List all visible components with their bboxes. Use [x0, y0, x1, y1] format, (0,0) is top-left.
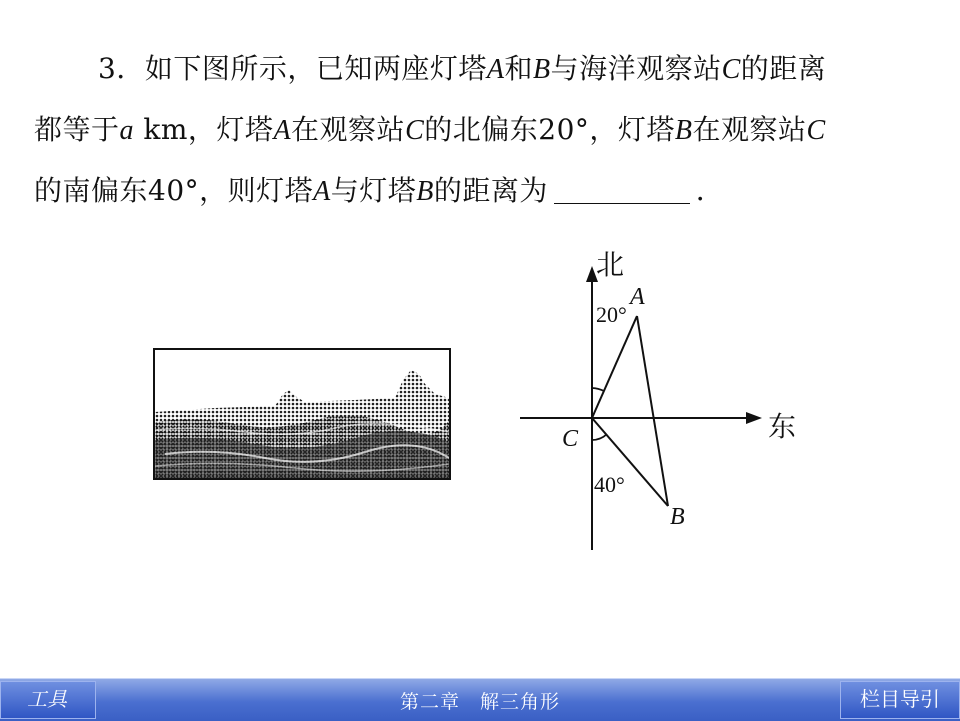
angle-40-label: 40°	[594, 472, 625, 497]
north-label: 北	[596, 250, 625, 281]
answer-blank[interactable]	[554, 173, 690, 204]
east-label: 东	[768, 412, 797, 443]
sea-image	[155, 350, 449, 478]
direction-diagram	[510, 240, 830, 560]
problem-line-1: 3．如下图所示，已知两座灯塔A和B与海洋观察站C的距离	[98, 52, 827, 85]
chapter-title: 第二章 解三角形	[399, 691, 560, 713]
problem-line-2: 都等于a km，灯塔A在观察站C的北偏东20°，灯塔B在观察站C	[34, 113, 826, 146]
point-b-label: B	[670, 504, 685, 530]
east-arrow-icon	[746, 412, 762, 424]
problem-line-3: 的南偏东40°，则灯塔A与灯塔B的距离为 ．	[34, 174, 725, 207]
triangle-figure	[510, 240, 830, 560]
footer-bar	[0, 678, 960, 721]
lighthouse-photo	[153, 348, 451, 480]
section-nav-button[interactable]: 栏目导引	[840, 681, 960, 719]
point-a-label: A	[630, 284, 645, 310]
angle-20-label: 20°	[596, 302, 627, 327]
point-c-label: C	[562, 426, 579, 452]
tools-button[interactable]: 工具	[0, 681, 96, 719]
problem-text	[34, 38, 924, 221]
